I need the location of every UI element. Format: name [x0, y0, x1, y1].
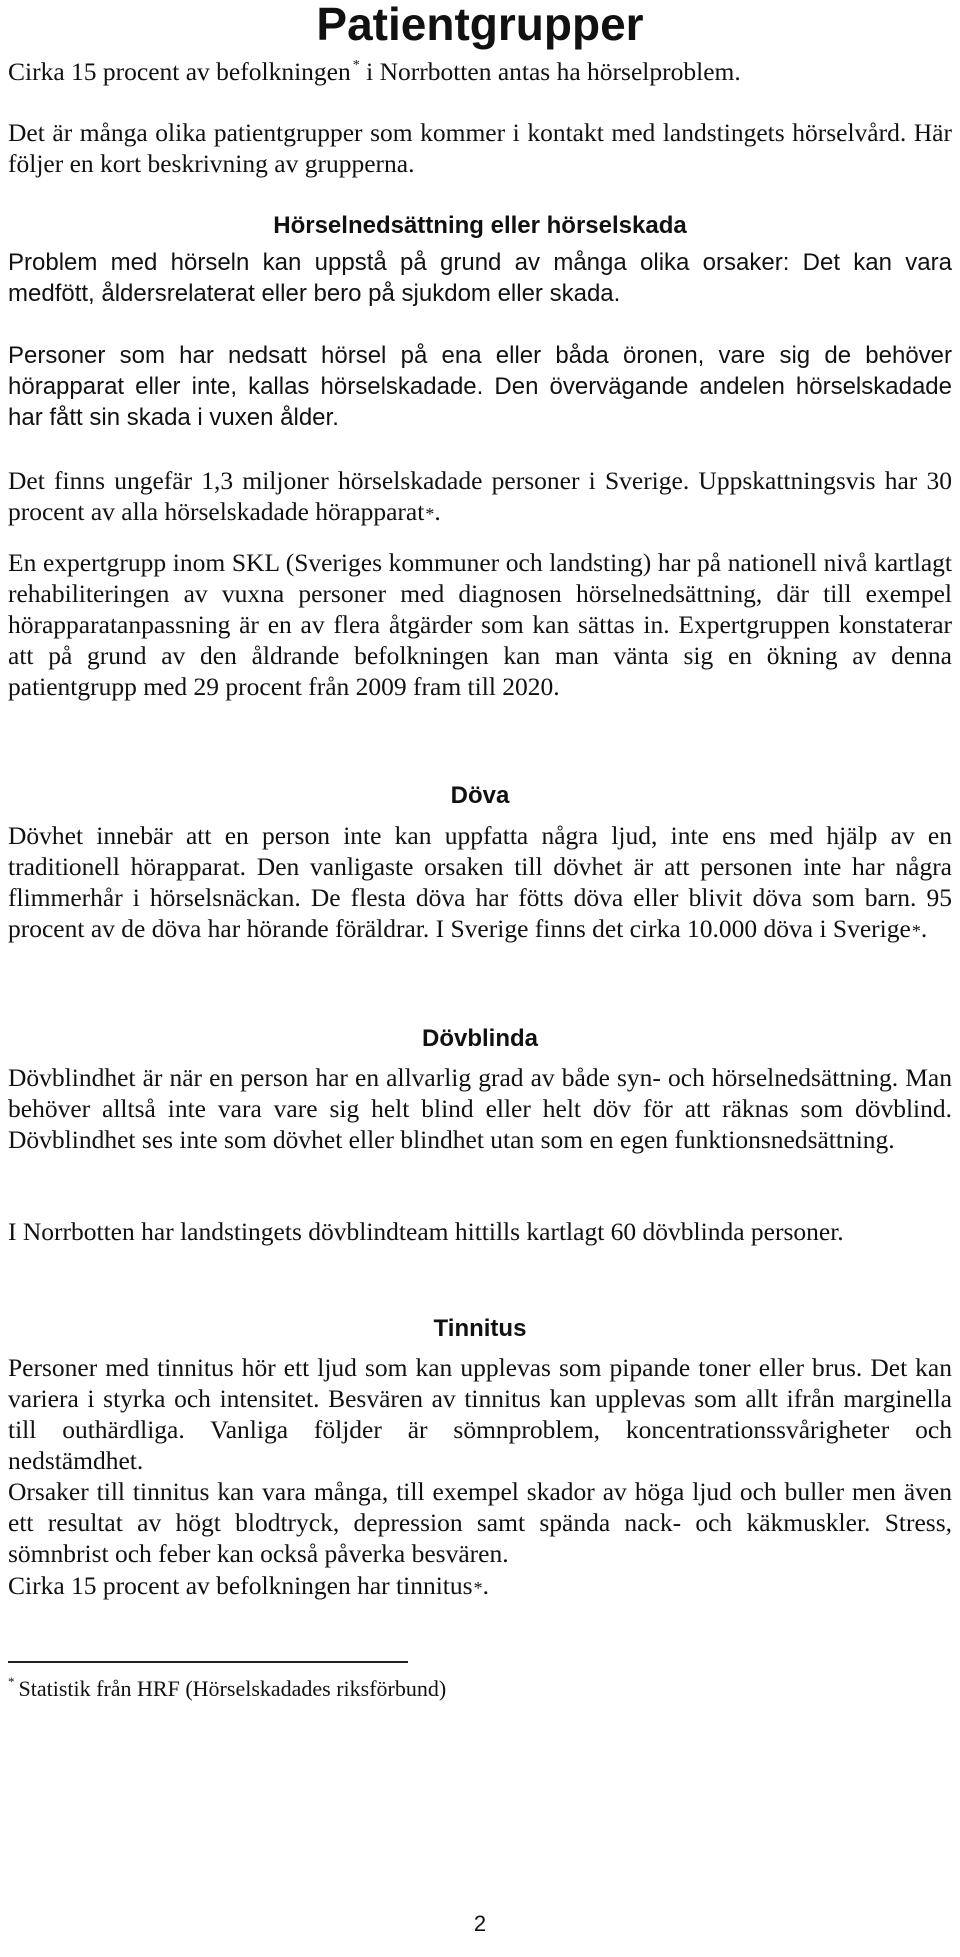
page-title: Patientgrupper [316, 0, 644, 50]
section-heading-dova: Döva [450, 782, 510, 809]
footnote-marker: * [352, 58, 360, 73]
intro-text-rest: i Norrbotten antas ha hörselproblem. [359, 57, 741, 86]
section2-p1-text: Dövhet innebär att en person inte kan uppfatta några ljud, inte ens med hjälp av en traditionell hörapparat. Den vanligaste orsaken till dövhet är att personen inte har några flimmerhår i hörselsnäckan. De flesta döva har fötts döva eller blivit döva som barn. 95 procent av de döva har hörande föräldrar. I Sverige finns det cirka 10.000 döva i Sverige [8, 821, 952, 943]
footnote-marker: * [911, 921, 921, 941]
section3-paragraph-1: Dövblindhet är när en person har en allvarlig grad av både syn- och hörselnedsättning. Man behöver alltså inte vara vare sig helt blind eller helt döv för att räknas som dövblind. Dövblindhet ses inte som dövhet eller blindhet utan som en egen funktionsnedsättning. [8, 1063, 952, 1154]
footnote-marker: * [473, 1578, 483, 1598]
section1-paragraph-2: Personer som har nedsatt hörsel på ena eller båda öronen, vare sig de behöver hörapparat eller inte, kallas hörselskadade. Den övervägande andelen hörselskadade har fått sin skada i vuxen ålder. [8, 342, 952, 431]
footnote-text: Statistik från HRF (Hörselskadades riksförbund) [18, 1676, 447, 1701]
section-heading-horselnedsattning: Hörselnedsättning eller hörselskada [273, 212, 687, 239]
section3-paragraph-2: I Norrbotten har landstingets dövblindteam hittills kartlagt 60 dövblinda personer. [8, 1217, 844, 1246]
section-heading-dovblinda: Dövblinda [421, 1025, 538, 1052]
period: . [434, 497, 441, 526]
section4-p3-text: Cirka 15 procent av befolkningen har tinnitus [8, 1571, 473, 1600]
section2-paragraph-1 [8, 820, 952, 947]
period: . [920, 914, 928, 943]
section4-paragraph-1: Personer med tinnitus hör ett ljud som kan upplevas som pipande toner eller brus. Det kan variera i styrka och intensitet. Besvären av tinnitus kan upplevas som allt ifrån marginella till outhärdliga. Vanliga följder är sömnproblem, koncentrationssvårigheter och nedstämdhet. [8, 1353, 952, 1475]
intro-paragraph-1 [8, 56, 952, 87]
page-number: 2 [473, 1911, 487, 1936]
footnote-divider [8, 1661, 408, 1663]
section-heading-tinnitus: Tinnitus [433, 1315, 527, 1342]
section4-paragraph-2: Orsaker till tinnitus kan vara många, till exempel skador av höga ljud och buller men även ett resultat av högt blodtryck, depression samt spända nack- och käkmuskler. Stress, sömnbrist och feber kan också påverka besvären. [8, 1477, 952, 1568]
intro-text: Cirka 15 procent av befolkningen [8, 57, 351, 86]
intro-paragraph-2: Det är många olika patientgrupper som kommer i kontakt med landstingets hörselvård. Här följer en kort beskrivning av grupperna. [8, 118, 952, 178]
footnote-marker: * [425, 504, 435, 524]
footnote [8, 1675, 446, 1703]
footnote-mark: * [8, 1674, 15, 1689]
section1-paragraph-3 [8, 465, 952, 530]
section1-p3-text: Det finns ungefär 1,3 miljoner hörselskadade personer i Sverige. Uppskattningsvis har 30 procent av alla hörselskadade hörapparat [8, 466, 952, 526]
period: . [482, 1571, 489, 1600]
section4-paragraph-3 [8, 1570, 952, 1604]
section1-paragraph-1: Problem med hörseln kan uppstå på grund av många olika orsaker: Det kan vara medfött, åldersrelaterat eller bero på sjukdom eller skada. [8, 249, 952, 307]
section1-paragraph-4: En expertgrupp inom SKL (Sveriges kommuner och landsting) har på nationell nivå kartlagt rehabiliteringen av vuxna personer med diagnosen hörselnedsättning, där till exempel hörapparatanpassning är en av flera åtgärder som kan sättas in. Expertgruppen konstaterar att på grund av den åldrande befolkningen kan man vänta sig en ökning av denna patientgrupp med 29 procent från 2009 fram till 2020. [8, 548, 952, 701]
